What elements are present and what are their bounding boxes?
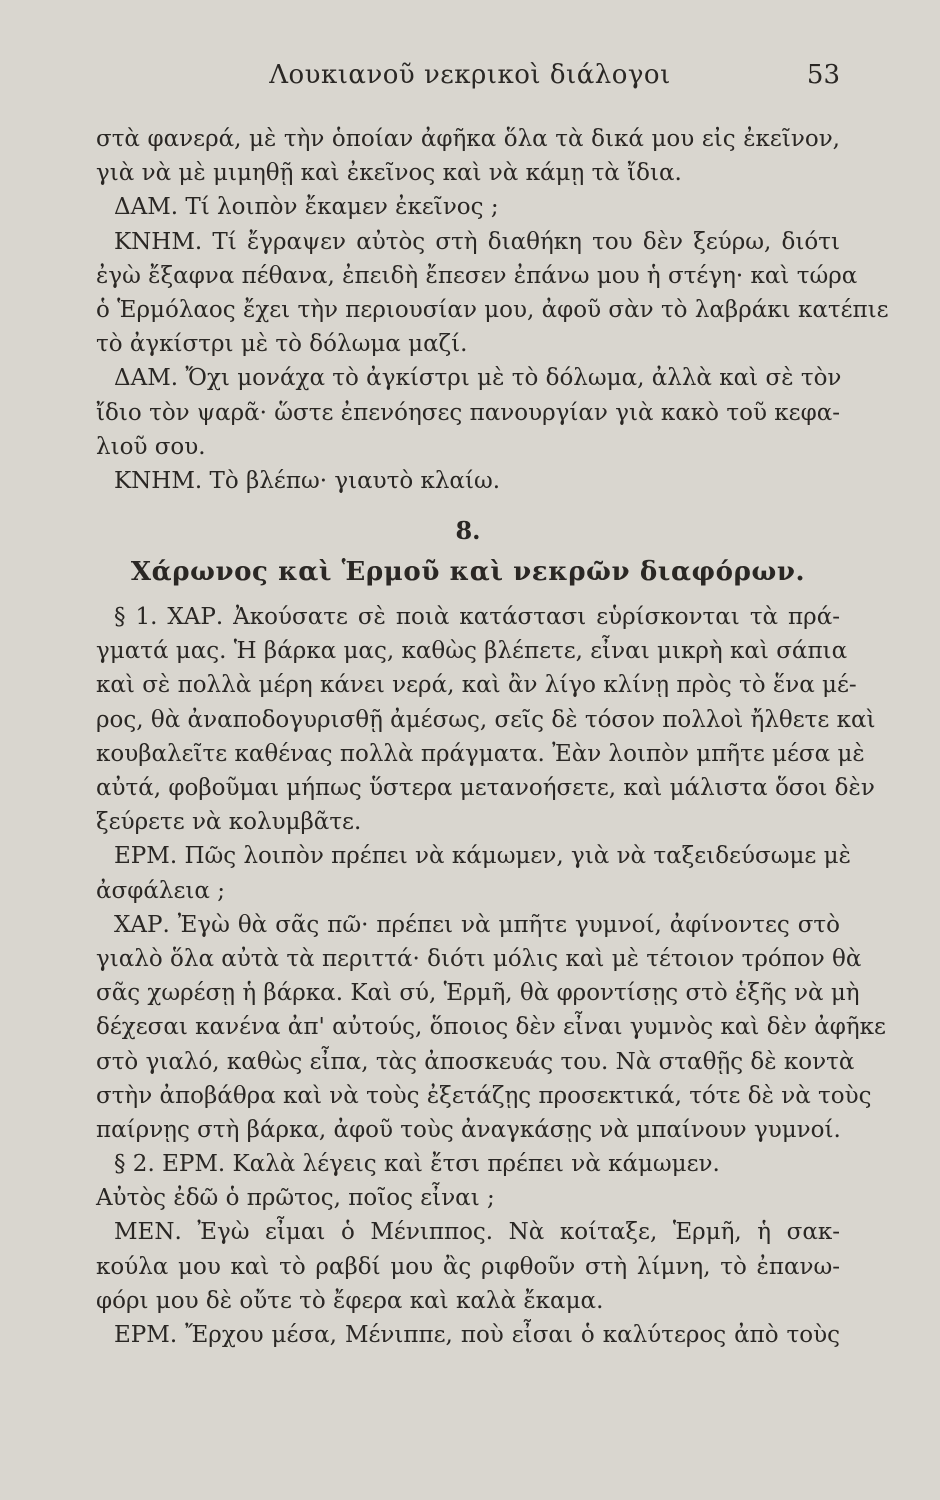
text-line: ἐγὼ ἔξαφνα πέθανα, ἐπειδὴ ἔπεσεν ἐπάνω μου ἡ στέγη· καὶ τώρα (96, 262, 858, 289)
text-line: γματά μας. Ἡ βάρκα μας, καθὼς βλέπετε, εἶναι μικρὴ καὶ σάπια (96, 638, 848, 665)
text-line: κούλα μου καὶ τὸ ραβδί μου ἂς ριφθοῦν στὴ λίμνη, τὸ ἐπανω- (96, 1253, 840, 1280)
text-line: ἀσφάλεια ; (96, 877, 225, 904)
text-line: ΧΑΡ. Ἐγὼ θὰ σᾶς πῶ· πρέπει νὰ μπῆτε γυμνοί, ἀφίνοντες στὸ (114, 911, 840, 938)
text-line: γιὰ νὰ μὲ μιμηθῇ καὶ ἐκεῖνος καὶ νὰ κάμῃ τὰ ἴδια. (96, 160, 682, 187)
text-line: ΚΝΗΜ. Τὸ βλέπω· γιαυτὸ κλαίω. (114, 467, 501, 494)
text-line: ΜΕΝ. Ἐγὼ εἶμαι ὁ Μένιππος. Νὰ κοίταξε, Ἑρμῆ, ἡ σακ- (114, 1219, 840, 1246)
running-header (100, 60, 840, 92)
running-title: Λουκιανοῦ νεκρικοὶ διάλογοι (269, 60, 671, 90)
text-line: § 2. ΕΡΜ. Καλὰ λέγεις καὶ ἔτσι πρέπει νὰ κάμωμεν. (114, 1151, 720, 1178)
text-line: § 1. ΧΑΡ. Ἀκούσατε σὲ ποιὰ κατάστασι εὑρίσκονται τὰ πρά- (114, 604, 840, 631)
text-line: ξεύρετε νὰ κολυμβᾶτε. (96, 809, 362, 836)
text-line: στὸ γιαλό, καθὼς εἶπα, τὰς ἀποσκευάς του. Νὰ σταθῇς δὲ κοντὰ (96, 1048, 855, 1075)
text-line: ΚΝΗΜ. Τί ἔγραψεν αὐτὸς στὴ διαθήκη του δὲν ξεύρω, διότι (114, 228, 840, 255)
text-line: στὰ φανερά, μὲ τὴν ὁποίαν ἀφῆκα ὅλα τὰ δικά μου εἰς ἐκεῖνον, (96, 126, 840, 152)
text-line: ΕΡΜ. Πῶς λοιπὸν πρέπει νὰ κάμωμεν, γιὰ νὰ ταξειδεύσωμε μὲ (114, 843, 851, 870)
text-line: δέχεσαι κανένα ἀπ' αὐτούς, ὅποιος δὲν εἶναι γυμνὸς καὶ δὲν ἀφῆκε (96, 1014, 886, 1041)
text-line: φόρι μου δὲ οὔτε τὸ ἔφερα καὶ καλὰ ἔκαμα. (96, 1287, 604, 1314)
text-line: σᾶς χωρέσῃ ἡ βάρκα. Καὶ σύ, Ἑρμῆ, θὰ φροντίσῃς στὸ ἑξῆς νὰ μὴ (96, 980, 860, 1007)
text-line: αὐτά, φοβοῦμαι μήπως ὕστερα μετανοήσετε, καὶ μάλιστα ὅσοι δὲν (96, 775, 875, 801)
section-title: Χάρωνος καὶ Ἑρμοῦ καὶ νεκρῶν διαφόρων. (130, 557, 806, 588)
section-number: 8. (455, 516, 481, 546)
text-line: τὸ ἀγκίστρι μὲ τὸ δόλωμα μαζί. (96, 331, 468, 358)
text-line: κουβαλεῖτε καθένας πολλὰ πράγματα. Ἐὰν λοιπὸν μπῆτε μέσα μὲ (96, 740, 865, 767)
text-line: γιαλὸ ὅλα αὐτὰ τὰ περιττά· διότι μόλις καὶ μὲ τέτοιον τρόπον θὰ (96, 945, 862, 972)
text-line: ΔΑΜ. Τί λοιπὸν ἔκαμεν ἐκεῖνος ; (114, 194, 499, 221)
text-line: ρος, θὰ ἀναποδογυρισθῇ ἀμέσως, σεῖς δὲ τόσον πολλοὶ ἤλθετε καὶ (96, 706, 876, 733)
text-line: Αὐτὸς ἐδῶ ὁ πρῶτος, ποῖος εἶναι ; (96, 1185, 495, 1212)
text-line: ΕΡΜ. Ἔρχου μέσα, Μένιππε, ποὺ εἶσαι ὁ καλύτερος ἀπὸ τοὺς (114, 1322, 840, 1348)
text-line: λιοῦ σου. (96, 433, 206, 460)
text-line: παίρνῃς στὴ βάρκα, ἀφοῦ τοὺς ἀναγκάσῃς νὰ μπαίνουν γυμνοί. (96, 1116, 841, 1143)
text-line: ἴδιο τὸν ψαρᾶ· ὥστε ἐπενόησες πανουργίαν γιὰ κακὸ τοῦ κεφα- (96, 399, 840, 426)
text-line: στὴν ἀποβάθρα καὶ νὰ τοὺς ἐξετάζῃς προσεκτικά, τότε δὲ νὰ τοὺς (96, 1082, 872, 1109)
text-body (96, 122, 889, 1352)
text-line: καὶ σὲ πολλὰ μέρη κάνει νερά, καὶ ἂν λίγο κλίνῃ πρὸς τὸ ἕνα μέ- (96, 672, 857, 699)
page-number: 53 (806, 60, 840, 90)
text-line: ὁ Ἑρμόλαος ἔχει τὴν περιουσίαν μου, ἀφοῦ σὰν τὸ λαβράκι κατέπιε (96, 296, 889, 323)
text-line: ΔΑΜ. Ὄχι μονάχα τὸ ἀγκίστρι μὲ τὸ δόλωμα, ἀλλὰ καὶ σὲ τὸν (114, 365, 842, 392)
